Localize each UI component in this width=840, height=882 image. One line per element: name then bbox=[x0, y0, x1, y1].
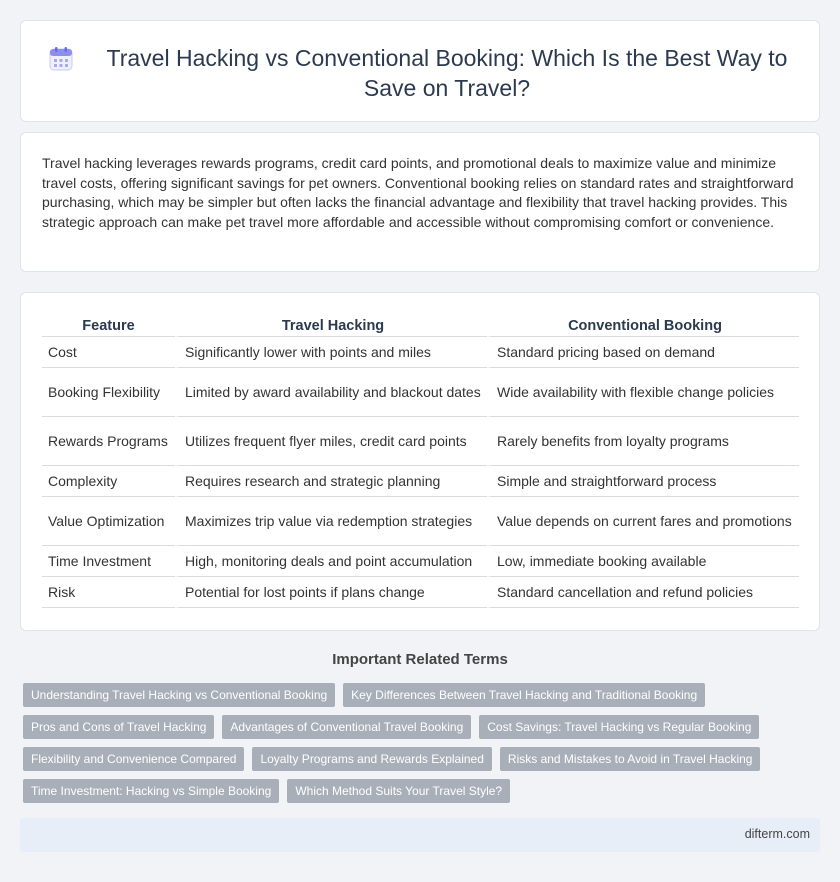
related-term-link[interactable]: Which Method Suits Your Travel Style? bbox=[287, 779, 510, 803]
feature-cell: Value Optimization bbox=[42, 497, 175, 546]
travel-hacking-cell: Limited by award availability and blackout dates bbox=[175, 368, 487, 417]
conventional-booking-cell: Standard pricing based on demand bbox=[487, 337, 799, 368]
table-row bbox=[42, 497, 799, 546]
comparison-table bbox=[42, 315, 799, 608]
title-card bbox=[20, 20, 820, 122]
feature-cell: Cost bbox=[42, 337, 175, 368]
header-travel-hacking: Travel Hacking bbox=[175, 315, 487, 337]
footer bbox=[20, 818, 820, 852]
intro-card bbox=[20, 132, 820, 272]
conventional-booking-cell: Standard cancellation and refund policies bbox=[487, 577, 799, 608]
related-term-link[interactable]: Loyalty Programs and Rewards Explained bbox=[252, 747, 491, 771]
related-term-link[interactable]: Cost Savings: Travel Hacking vs Regular Booking bbox=[479, 715, 759, 739]
calendar-icon bbox=[47, 45, 75, 73]
conventional-booking-cell: Simple and straightforward process bbox=[487, 466, 799, 497]
feature-cell: Risk bbox=[42, 577, 175, 608]
table-row bbox=[42, 417, 799, 466]
travel-hacking-cell: Requires research and strategic planning bbox=[175, 466, 487, 497]
intro-paragraph: Travel hacking leverages rewards programs, credit card points, and promotional deals to maximize value and minimize travel costs, offering significant savings for pet owners. Conventional booking relies on standard rates and straightforward purchasing, which may be simpler but often lacks the financial advantage and flexibility that travel hacking provides. This strategic approach can make pet travel more affordable and accessible without compromising comfort or convenience. bbox=[42, 155, 794, 230]
related-term-link[interactable]: Advantages of Conventional Travel Booking bbox=[222, 715, 471, 739]
travel-hacking-cell: High, monitoring deals and point accumulation bbox=[175, 546, 487, 577]
related-terms-heading: Important Related Terms bbox=[332, 651, 508, 668]
footer-site-link[interactable]: difterm.com bbox=[744, 827, 810, 841]
feature-cell: Complexity bbox=[42, 466, 175, 497]
header-feature: Feature bbox=[42, 315, 175, 337]
conventional-booking-cell: Rarely benefits from loyalty programs bbox=[487, 417, 799, 466]
related-term-link[interactable]: Risks and Mistakes to Avoid in Travel Hacking bbox=[500, 747, 761, 771]
page-title: Travel Hacking vs Conventional Booking: Which Is the Best Way to Save on Travel? bbox=[106, 45, 788, 101]
related-terms-list bbox=[23, 683, 813, 811]
comparison-card bbox=[20, 292, 820, 631]
feature-cell: Rewards Programs bbox=[42, 417, 175, 466]
related-term-link[interactable]: Flexibility and Convenience Compared bbox=[23, 747, 244, 771]
travel-hacking-cell: Potential for lost points if plans change bbox=[175, 577, 487, 608]
table-row bbox=[42, 546, 799, 577]
related-term-link[interactable]: Key Differences Between Travel Hacking and Traditional Booking bbox=[343, 683, 705, 707]
conventional-booking-cell: Low, immediate booking available bbox=[487, 546, 799, 577]
table-row bbox=[42, 466, 799, 497]
table-row bbox=[42, 337, 799, 368]
table-header-row bbox=[42, 315, 799, 337]
feature-cell: Booking Flexibility bbox=[42, 368, 175, 417]
conventional-booking-cell: Value depends on current fares and promotions bbox=[487, 497, 799, 546]
feature-cell: Time Investment bbox=[42, 546, 175, 577]
related-term-link[interactable]: Understanding Travel Hacking vs Conventional Booking bbox=[23, 683, 335, 707]
travel-hacking-cell: Maximizes trip value via redemption strategies bbox=[175, 497, 487, 546]
header-conventional-booking: Conventional Booking bbox=[487, 315, 799, 337]
table-row bbox=[42, 368, 799, 417]
table-row bbox=[42, 577, 799, 608]
conventional-booking-cell: Wide availability with flexible change policies bbox=[487, 368, 799, 417]
travel-hacking-cell: Significantly lower with points and miles bbox=[175, 337, 487, 368]
travel-hacking-cell: Utilizes frequent flyer miles, credit card points bbox=[175, 417, 487, 466]
related-term-link[interactable]: Time Investment: Hacking vs Simple Booking bbox=[23, 779, 279, 803]
related-term-link[interactable]: Pros and Cons of Travel Hacking bbox=[23, 715, 214, 739]
